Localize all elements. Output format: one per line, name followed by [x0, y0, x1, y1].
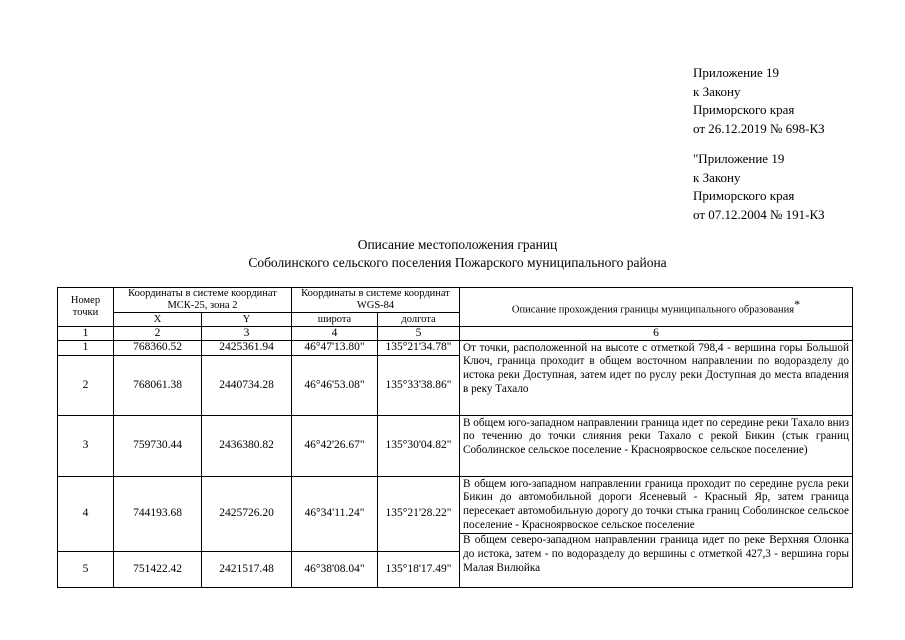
- boundary-description: В общем северо-западном направлении граница идет по реке Верхняя Олонка до истока, затем - по водоразделу до вершины с отметкой 427,3 - вершина горы Малая Вилюйка: [463, 534, 849, 574]
- table-row: [58, 476, 853, 551]
- footnote-mark: *: [794, 296, 801, 311]
- document-title: Описание местоположения границ: [357, 237, 558, 252]
- msk-x-value: 744193.68: [114, 476, 202, 551]
- column-number: 1: [58, 327, 114, 341]
- latitude-value: 46°34'11.24": [292, 476, 378, 551]
- header-description-text: Описание прохождения границы муниципального образования: [511, 304, 795, 316]
- latitude-value: 46°46'53.08": [292, 355, 378, 415]
- msk-x-value: 759730.44: [114, 415, 202, 476]
- msk-y-value: 2425361.94: [202, 340, 292, 355]
- header-longitude: долгота: [378, 313, 460, 327]
- longitude-value: 135°21'34.78": [378, 340, 460, 355]
- appendix-line: от 07.12.2004 № 191-КЗ: [693, 206, 825, 222]
- longitude-value: 135°21'28.22": [378, 476, 460, 551]
- boundary-description-group: [460, 476, 853, 587]
- latitude-value: 46°47'13.80": [292, 340, 378, 355]
- column-number: 4: [292, 327, 378, 341]
- header-wgs-coordinates: Координаты в системе координат WGS-84: [292, 288, 460, 313]
- point-number: 2: [58, 355, 114, 415]
- document-subtitle: Соболинского сельского поселения Пожарского муниципального района: [248, 255, 667, 270]
- appendix-line: Приложение 19: [693, 65, 780, 80]
- boundary-description: В общем юго-западном направлении граница проходит по середине русла реки Бикин до автомобильной дороги Ясеневый - Красный Яр, затем граница пересекает автомобильную дорогу до точки стыка границ Соболинское сельское поселение - Красноярвоское сельское поселение: [463, 477, 849, 532]
- point-number: 4: [58, 476, 114, 551]
- msk-x-value: 768061.38: [114, 355, 202, 415]
- appendix-line: Приморского края: [693, 188, 795, 203]
- header-msk-y: Y: [202, 313, 292, 327]
- table-row: [58, 340, 853, 355]
- appendix-line: от 26.12.2019 № 698-КЗ: [693, 120, 825, 136]
- header-description: [460, 288, 853, 327]
- appendix-line: "Приложение 19: [693, 151, 785, 166]
- boundary-table: [57, 287, 853, 588]
- header-msk-x: X: [114, 313, 202, 327]
- latitude-value: 46°38'08.04": [292, 551, 378, 587]
- longitude-value: 135°33'38.86": [378, 355, 460, 415]
- table-row: [58, 415, 853, 476]
- msk-y-value: 2425726.20: [202, 476, 292, 551]
- longitude-value: 135°18'17.49": [378, 551, 460, 587]
- point-number: 5: [58, 551, 114, 587]
- column-number-row: [58, 327, 853, 341]
- appendix-reference-original: [693, 150, 825, 224]
- msk-x-value: 751422.42: [114, 551, 202, 587]
- header-latitude: широта: [292, 313, 378, 327]
- msk-y-value: 2421517.48: [202, 551, 292, 587]
- appendix-line: Приморского края: [693, 102, 795, 117]
- msk-y-value: 2436380.82: [202, 415, 292, 476]
- header-point-number: Номер точки: [58, 288, 114, 327]
- column-number: 6: [460, 327, 853, 341]
- point-number: 3: [58, 415, 114, 476]
- longitude-value: 135°30'04.82": [378, 415, 460, 476]
- column-number: 5: [378, 327, 460, 341]
- msk-y-value: 2440734.28: [202, 355, 292, 415]
- msk-x-value: 768360.52: [114, 340, 202, 355]
- boundary-description: От точки, расположенной на высоте с отметкой 798,4 - вершина горы Большой Ключ, граница проходит в общем восточном направлении по водоразделу до истока реки Доступная, затем идет по руслу реки Доступная до места впадения в реку Тахало: [460, 340, 853, 415]
- column-number: 2: [114, 327, 202, 341]
- column-number: 3: [202, 327, 292, 341]
- latitude-value: 46°42'26.67": [292, 415, 378, 476]
- appendix-line: к Закону: [693, 83, 741, 99]
- boundary-description: В общем юго-западном направлении граница идет по середине реки Тахало вниз по течению до точки слияния реки Тахало с рекой Бикин (стык границ Соболинское сельское поселение - Красноярвоское сельское поселение): [460, 415, 853, 476]
- header-msk-coordinates: Координаты в системе координат МСК-25, зона 2: [114, 288, 292, 313]
- point-number: 1: [58, 340, 114, 355]
- appendix-line: к Закону: [693, 169, 741, 185]
- appendix-reference-current: [693, 64, 825, 138]
